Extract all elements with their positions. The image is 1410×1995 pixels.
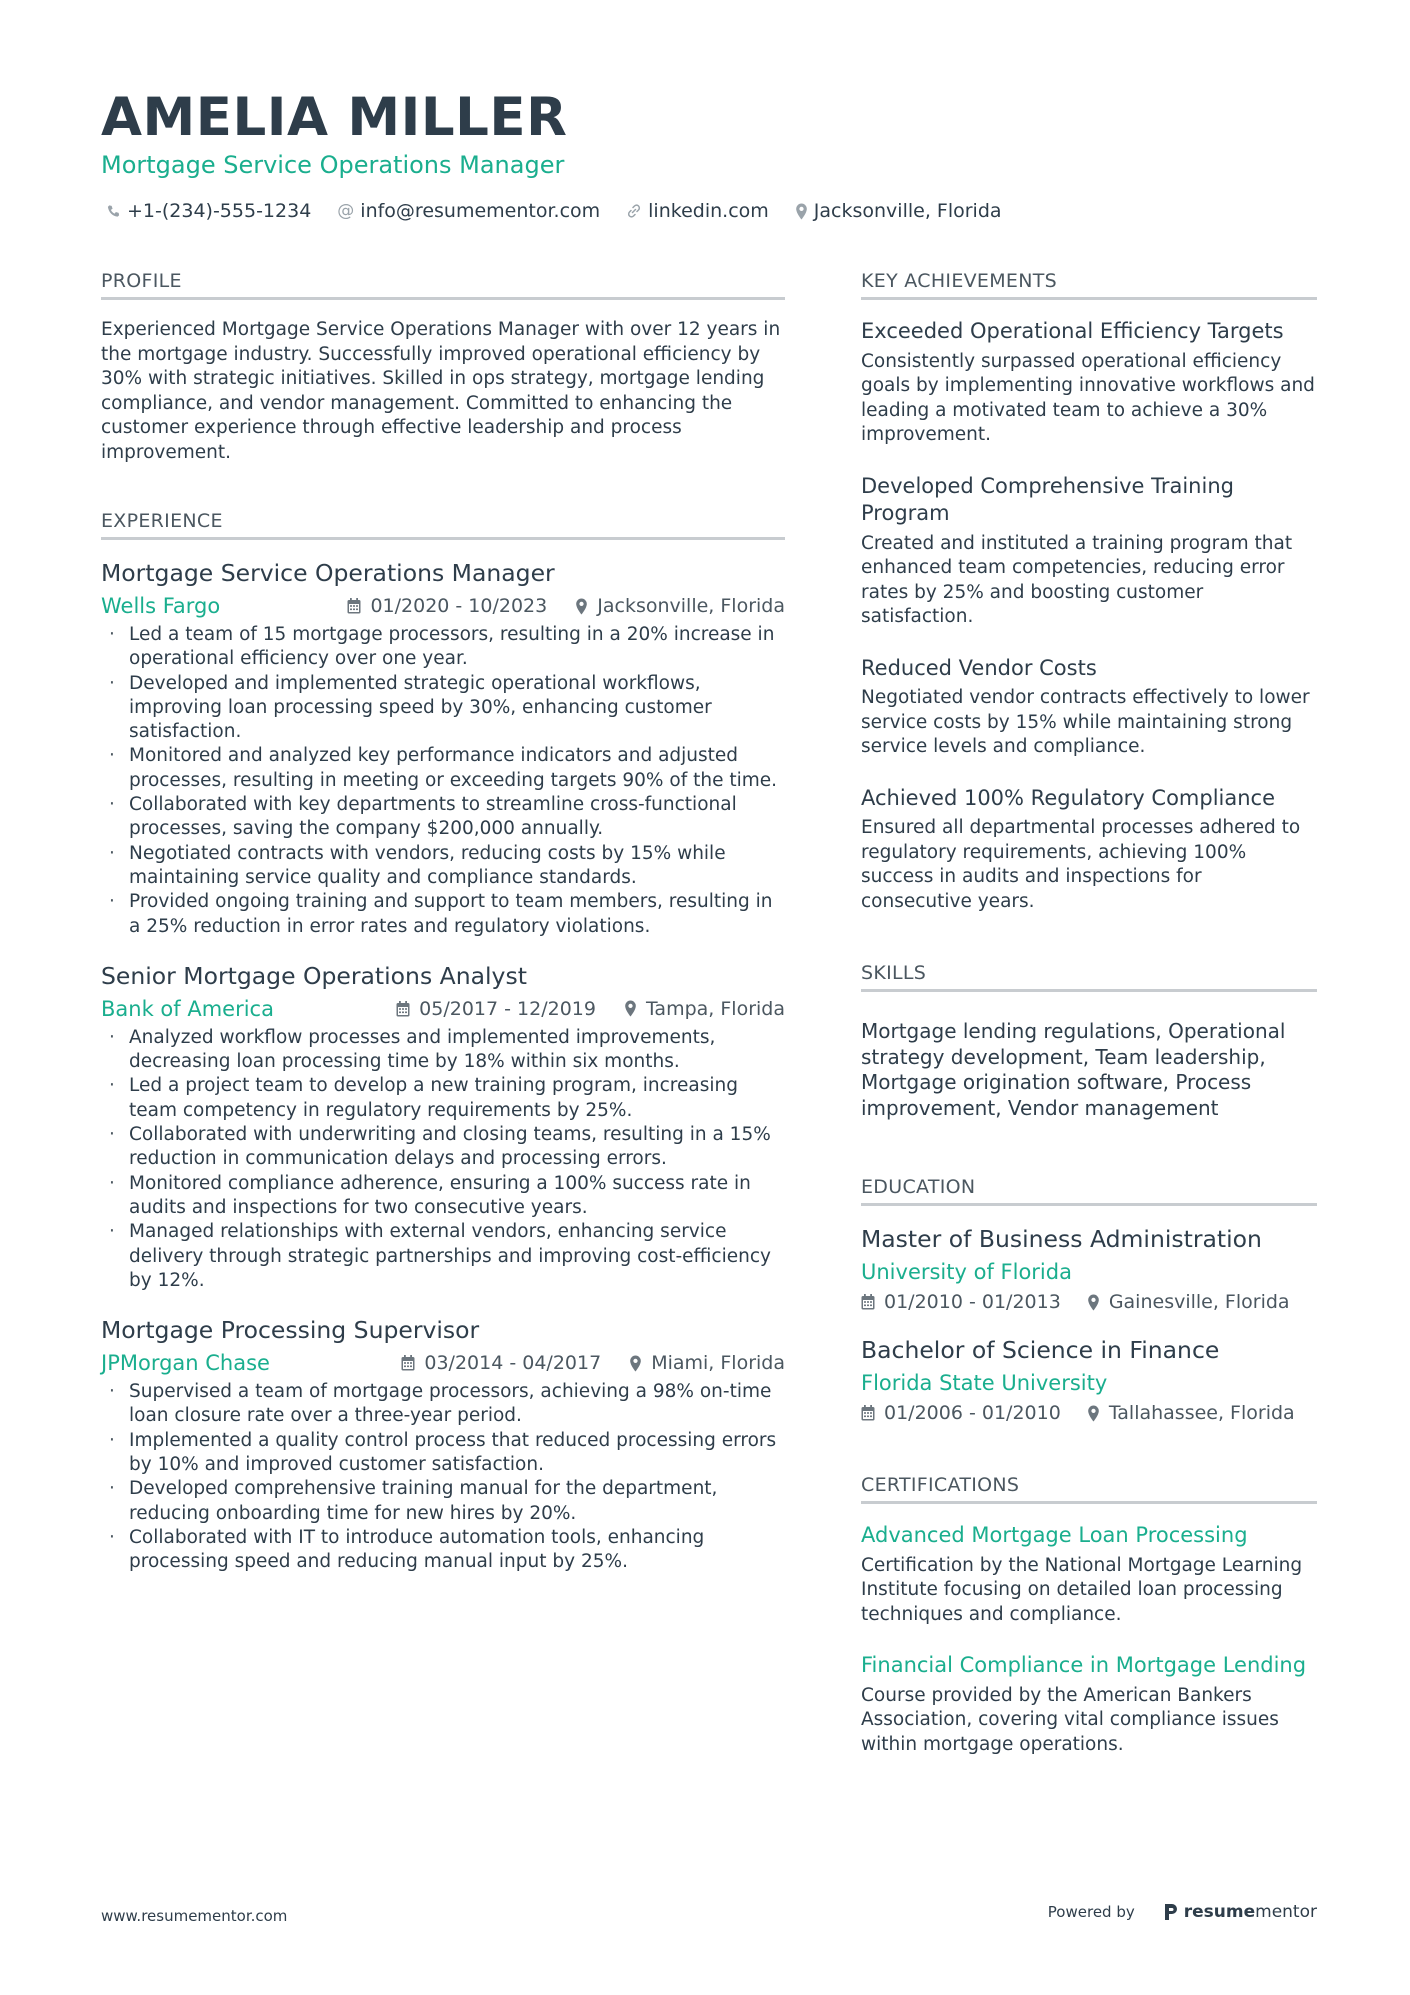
job-bullet: · Developed and implemented strategic operational workflows, improving loan processing speed by 30%, enhancing customer satisfaction. (101, 672, 785, 745)
job-location (624, 998, 785, 1020)
certification-text: Certification by the National Mortgage Learning Institute focusing on detailed loan processing techniques and compliance. (861, 1554, 1303, 1625)
brand-name-bold: resume (1183, 1902, 1256, 1922)
job-dates-text: 01/2020 - 10/2023 (370, 595, 548, 617)
brand-name-light: mentor (1255, 1902, 1317, 1922)
job-meta (101, 995, 785, 1023)
profile-text: Experienced Mortgage Service Operations Manager with over 12 years in the mortgage industry. Successfully improved operational efficiency by 30% with strategic initiatives. Skilled in ops strategy, mortgage lending compliance, and vendor management. Committed to enhancing the customer experience through effective leadership and process improvement. (101, 319, 781, 463)
achievement-title: Reduced Vendor Costs (861, 655, 1097, 680)
achievement-text: Consistently surpassed operational efficiency goals by implementing innovative workflows and leading a motivated team to achieve a 30% improvement. (861, 350, 1315, 445)
job-location-text: Tampa, Florida (645, 997, 785, 1020)
job-location-text: Miami, Florida (651, 1352, 785, 1375)
job-entry (101, 961, 785, 1293)
link-icon (626, 203, 642, 219)
job-location (629, 1352, 785, 1374)
achievement-title: Exceeded Operational Efficiency Targets (861, 319, 1284, 343)
job-meta (101, 592, 785, 620)
education-dates (861, 1291, 1061, 1313)
calendar-icon (861, 1405, 875, 1421)
job-bullet: · Collaborated with key departments to streamline cross-functional processes, saving the company $200,000 annually. (101, 793, 785, 842)
job-bullet: · Supervised a team of mortgage processors, achieving a 98% on-time loan closure rate over a three-year period. (101, 1380, 785, 1429)
certification-title: Advanced Mortgage Loan Processing (861, 1523, 1248, 1547)
job-meta-details (401, 1352, 785, 1374)
certification-item (861, 1652, 1317, 1757)
education-location-text: Gainesville, Florida (1108, 1291, 1290, 1313)
calendar-icon (347, 598, 361, 614)
contact-phone (106, 198, 311, 224)
contact-location-text: Jacksonville, Florida (813, 200, 1002, 222)
job-company: Bank of America (101, 996, 274, 1021)
job-location (575, 595, 785, 617)
certification-text: Course provided by the American Bankers Association, covering vital compliance issues within mortgage operations. (861, 1684, 1279, 1755)
education-heading: EDUCATION (861, 1174, 1317, 1206)
job-bullet: · Provided ongoing training and support to team members, resulting in a 25% reduction in error rates and regulatory violations. (101, 890, 785, 939)
job-entry (101, 1315, 785, 1574)
contact-location (795, 198, 1002, 224)
powered-by-label: Powered by (1047, 1903, 1135, 1921)
achievement-title: Developed Comprehensive Training Program (861, 473, 1234, 525)
phone-icon (106, 204, 121, 219)
education-school: Florida State University (861, 1371, 1108, 1395)
job-bullet: · Negotiated contracts with vendors, reducing costs by 15% while maintaining service quality and compliance standards. (101, 842, 785, 891)
achievement-text: Ensured all departmental processes adhered to regulatory requirements, achieving 100% success in audits and inspections for consecutive years. (861, 817, 1301, 912)
brand-logo[interactable] (1163, 1902, 1317, 1922)
contact-bar (106, 198, 1028, 224)
skills-text: Mortgage lending regulations, Operational strategy development, Team leadership, Mortgage origination software, Process improvement, Vendor management (861, 1019, 1286, 1120)
education-school: University of Florida (861, 1260, 1072, 1284)
education-dates-text: 01/2006 - 01/2010 (884, 1402, 1061, 1424)
footer-powered (1048, 1902, 1317, 1922)
certification-title: Financial Compliance in Mortgage Lending (861, 1653, 1307, 1677)
contact-email (337, 198, 600, 224)
profile-heading: PROFILE (101, 268, 785, 300)
contact-linkedin (626, 198, 769, 224)
job-title: Mortgage Service Operations Manager (101, 559, 555, 587)
certifications-section (861, 1472, 1317, 1757)
achievements-heading: KEY ACHIEVEMENTS (861, 268, 1317, 300)
profile-section (101, 268, 785, 465)
job-company: Wells Fargo (101, 594, 221, 618)
education-dates (861, 1402, 1061, 1424)
job-dates (347, 595, 547, 617)
job-entry (101, 558, 785, 939)
education-dates-text: 01/2010 - 01/2013 (884, 1291, 1061, 1313)
achievement-item (861, 318, 1317, 448)
job-meta (101, 1349, 785, 1377)
skills-heading: SKILLS (861, 960, 1317, 992)
job-bullet: · Analyzed workflow processes and implemented improvements, decreasing loan processing time by 18% within six months. (101, 1026, 785, 1075)
education-entry (861, 1335, 1317, 1424)
achievement-item (861, 473, 1317, 630)
education-location-text: Tallahassee, Florida (1108, 1402, 1295, 1424)
job-company: JPMorgan Chase (101, 1351, 270, 1376)
certifications-heading: CERTIFICATIONS (861, 1472, 1317, 1504)
calendar-icon (396, 1001, 410, 1017)
job-meta-details (396, 998, 785, 1020)
achievement-title: Achieved 100% Regulatory Compliance (861, 785, 1276, 810)
job-bullet: · Managed relationships with external vendors, enhancing service delivery through strategic partnerships and improving cost-efficiency by 12%. (101, 1220, 785, 1293)
resumementor-logo-icon (1163, 1902, 1179, 1922)
contact-linkedin-text: linkedin.com (648, 200, 769, 222)
education-degree: Master of Business Administration (861, 1225, 1262, 1253)
education-meta (861, 1402, 1317, 1424)
job-bullet: · Monitored compliance adherence, ensuring a 100% success rate in audits and inspections for two consecutive years. (101, 1172, 785, 1221)
education-entry (861, 1224, 1317, 1313)
achievements-section (861, 268, 1317, 914)
calendar-icon (401, 1355, 415, 1371)
education-degree: Bachelor of Science in Finance (861, 1336, 1220, 1364)
job-bullet: · Collaborated with underwriting and closing teams, resulting in a 15% reduction in communication delays and processing errors. (101, 1123, 785, 1172)
job-dates-text: 03/2014 - 04/2017 (424, 1352, 602, 1375)
education-location (1087, 1402, 1295, 1424)
calendar-icon (861, 1294, 875, 1310)
candidate-name: AMELIA MILLER (101, 87, 568, 148)
achievement-text: Created and instituted a training program that enhanced team competencies, reducing error rates by 25% and boosting customer satisfaction. (861, 532, 1293, 627)
at-icon: @ (337, 201, 355, 221)
job-bullets (101, 1380, 785, 1574)
location-pin-icon (575, 598, 588, 615)
job-bullets (101, 623, 785, 939)
job-bullet: · Developed comprehensive training manual for the department, reducing onboarding time for new hires by 20%. (101, 1477, 785, 1526)
job-bullet: · Implemented a quality control process that reduced processing errors by 10% and improved customer satisfaction. (101, 1429, 785, 1478)
job-bullet: · Led a team of 15 mortgage processors, resulting in a 20% increase in operational efficiency over one year. (101, 623, 785, 672)
location-pin-icon (624, 1000, 637, 1017)
job-bullet: · Led a project team to develop a new training program, increasing team competency in regulatory requirements by 25%. (101, 1074, 785, 1123)
location-pin-icon (629, 1355, 642, 1372)
job-location-text: Jacksonville, Florida (597, 595, 785, 617)
job-bullet: · Collaborated with IT to introduce automation tools, enhancing processing speed and reducing manual input by 25%. (101, 1526, 785, 1575)
contact-phone-text: +1-(234)-555-1234 (127, 200, 312, 222)
left-column (101, 268, 785, 1575)
achievement-item (861, 785, 1317, 915)
achievement-item (861, 655, 1317, 760)
experience-heading: EXPERIENCE (101, 508, 785, 540)
contact-email-text: info@resumementor.com (360, 200, 601, 222)
job-title: Senior Mortgage Operations Analyst (101, 961, 527, 990)
certification-item (861, 1522, 1317, 1627)
location-pin-icon (795, 203, 808, 220)
job-bullet: · Monitored and analyzed key performance indicators and adjusted processes, resulting in meeting or exceeding targets 90% of the time. (101, 744, 785, 793)
footer-website[interactable]: www.resumementor.com (101, 1907, 288, 1925)
job-bullets (101, 1026, 785, 1293)
job-title: Mortgage Processing Supervisor (101, 1316, 480, 1345)
job-meta-details (347, 595, 785, 617)
job-dates (396, 998, 596, 1020)
education-meta (861, 1291, 1317, 1313)
skills-section (861, 960, 1317, 1121)
education-location (1087, 1291, 1290, 1313)
job-dates (401, 1352, 601, 1374)
right-column (861, 268, 1317, 1757)
education-section (861, 1174, 1317, 1424)
location-pin-icon (1087, 1405, 1100, 1422)
achievement-text: Negotiated vendor contracts effectively to lower service costs by 15% while maintaining strong service levels and compliance. (861, 687, 1310, 757)
experience-section (101, 508, 785, 1575)
candidate-role: Mortgage Service Operations Manager (101, 151, 565, 179)
job-dates-text: 05/2017 - 12/2019 (419, 997, 596, 1020)
location-pin-icon (1087, 1294, 1100, 1311)
